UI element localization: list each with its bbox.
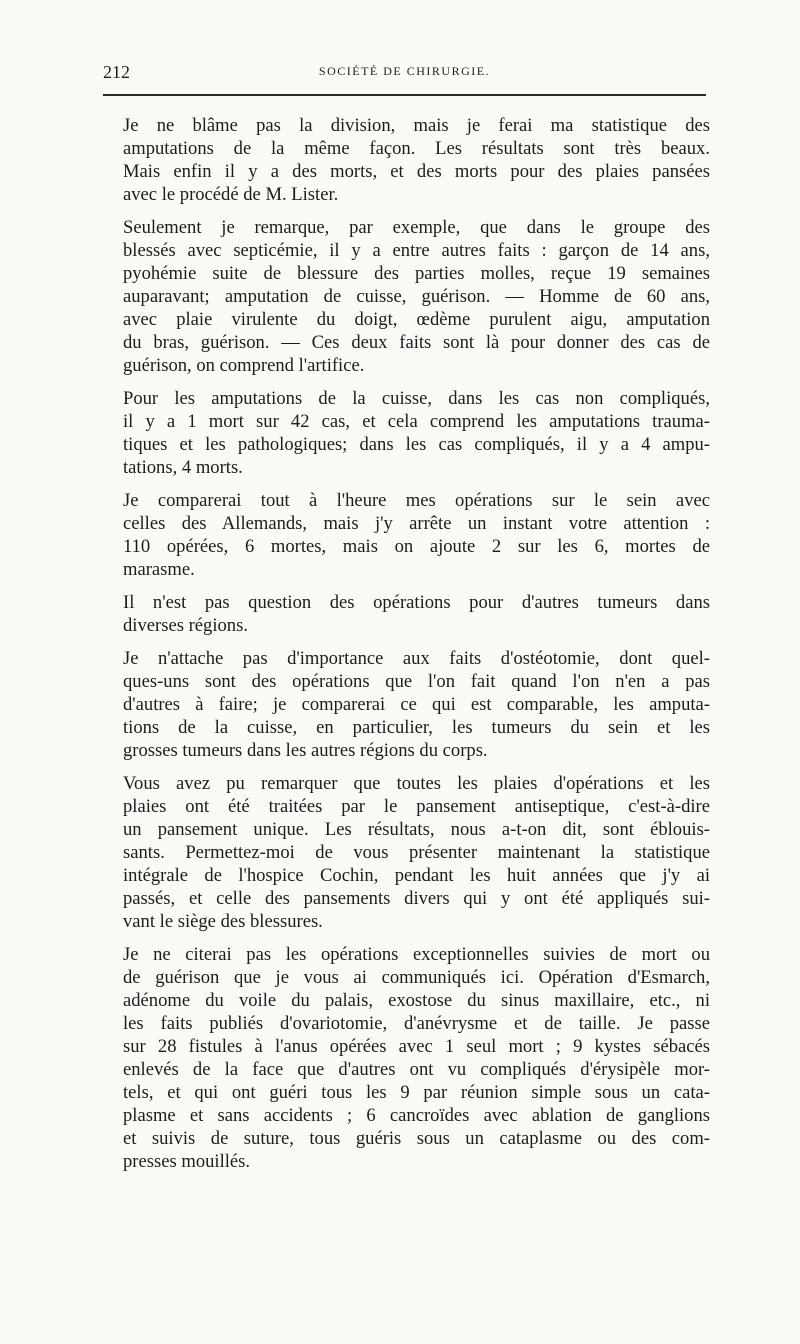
paragraph (103, 216, 710, 377)
paragraph (103, 647, 710, 762)
text-line: les faits publiés d'ovariotomie, d'anévrysme et de taille. Je passe (123, 1013, 710, 1034)
text-line: Il n'est pas question des opérations pour d'autres tumeurs dans (123, 592, 710, 613)
page-header (103, 62, 706, 86)
text-line: et suivis de suture, tous guéris sous un cataplasme ou des com- (123, 1128, 710, 1149)
text-line: du bras, guérison. — Ces deux faits sont là pour donner des cas de (123, 332, 710, 353)
text-line: celles des Allemands, mais j'y arrête un instant votre attention : (123, 513, 710, 534)
text-line: marasme. (123, 559, 195, 580)
text-line: plasme et sans accidents ; 6 cancroïdes avec ablation de ganglions (123, 1105, 710, 1126)
text-line: tiques et les pathologiques; dans les cas compliqués, il y a 4 ampu- (123, 434, 710, 455)
text-line: pyohémie suite de blessure des parties molles, reçue 19 semaines (123, 263, 710, 284)
text-line: ques-uns sont des opérations que l'on fait quand l'on n'en a pas (123, 671, 710, 692)
text-line: tations, 4 morts. (123, 457, 243, 478)
text-line: 110 opérées, 6 mortes, mais on ajoute 2 sur les 6, mortes de (123, 536, 710, 557)
paragraph (103, 387, 710, 479)
running-title: SOCIÉTÉ DE CHIRURGIE. (318, 64, 491, 78)
text-line: Je ne blâme pas la division, mais je ferai ma statistique des (123, 115, 710, 136)
text-line: Pour les amputations de la cuisse, dans les cas non compliqués, (123, 388, 710, 409)
text-line: il y a 1 mort sur 42 cas, et cela comprend les amputations trauma- (123, 411, 710, 432)
text-line: Je n'attache pas d'importance aux faits d'ostéotomie, dont quel- (123, 648, 710, 669)
paragraph (103, 772, 710, 933)
text-line: un pansement unique. Les résultats, nous a-t-on dit, sont éblouis- (123, 819, 710, 840)
text-line: tions de la cuisse, en particulier, les tumeurs du sein et les (123, 717, 710, 738)
text-line: auparavant; amputation de cuisse, guérison. — Homme de 60 ans, (123, 286, 710, 307)
text-line: grosses tumeurs dans les autres régions du corps. (123, 740, 488, 761)
page-number: 212 (103, 62, 130, 82)
text-line: guérison, on comprend l'artifice. (123, 355, 365, 376)
paragraph (103, 943, 710, 1173)
text-line: Je ne citerai pas les opérations exceptionnelles suivies de mort ou (123, 944, 710, 965)
body-text (103, 114, 710, 1183)
paragraph (103, 114, 710, 206)
text-line: blessés avec septicémie, il y a entre autres faits : garçon de 14 ans, (123, 240, 710, 261)
text-line: tels, et qui ont guéri tous les 9 par réunion simple sous un cata- (123, 1082, 710, 1103)
text-line: de guérison que je vous ai communiqués ici. Opération d'Esmarch, (123, 967, 710, 988)
paragraph (103, 591, 710, 637)
text-line: passés, et celle des pansements divers qui y ont été appliqués sui- (123, 888, 710, 909)
text-line: Vous avez pu remarquer que toutes les plaies d'opérations et les (123, 773, 710, 794)
text-line: plaies ont été traitées par le pansement antiseptique, c'est-à-dire (123, 796, 710, 817)
text-line: avec plaie virulente du doigt, œdème purulent aigu, amputation (123, 309, 710, 330)
text-line: enlevés de la face que d'autres ont vu compliqués d'érysipèle mor- (123, 1059, 710, 1080)
text-line: Seulement je remarque, par exemple, que dans le groupe des (123, 217, 710, 238)
text-line: avec le procédé de M. Lister. (123, 184, 339, 205)
text-line: diverses régions. (123, 615, 248, 636)
header-rule (103, 94, 706, 96)
text-line: vant le siège des blessures. (123, 911, 323, 932)
text-line: Je comparerai tout à l'heure mes opérations sur le sein avec (123, 490, 710, 511)
text-line: adénome du voile du palais, exostose du sinus maxillaire, etc., ni (123, 990, 710, 1011)
paragraph (103, 489, 710, 581)
text-line: intégrale de l'hospice Cochin, pendant les huit années que j'y ai (123, 865, 710, 886)
text-line: amputations de la même façon. Les résultats sont très beaux. (123, 138, 710, 159)
text-line: presses mouillés. (123, 1151, 251, 1172)
text-line: Mais enfin il y a des morts, et des morts pour des plaies pansées (123, 161, 710, 182)
text-line: sur 28 fistules à l'anus opérées avec 1 seul mort ; 9 kystes sébacés (123, 1036, 710, 1057)
text-line: sants. Permettez-moi de vous présenter maintenant la statistique (123, 842, 710, 863)
text-line: d'autres à faire; je comparerai ce qui est comparable, les amputa- (123, 694, 710, 715)
